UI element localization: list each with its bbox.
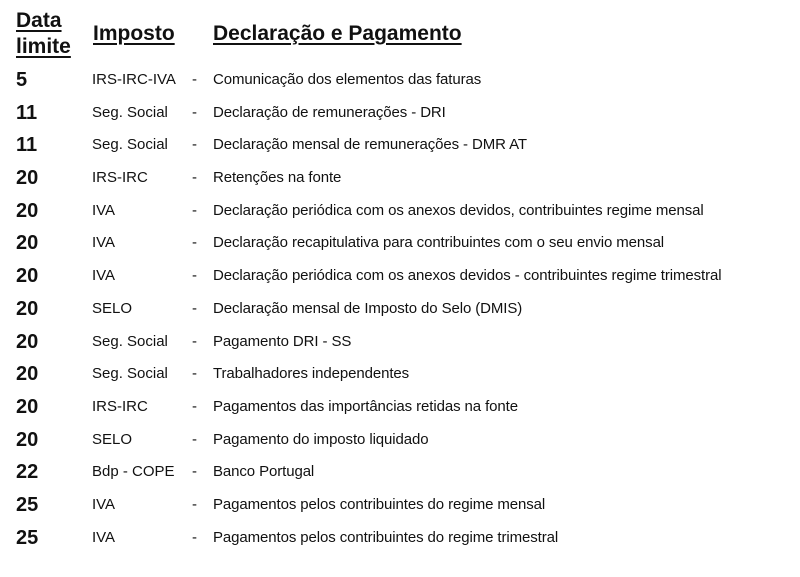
table-row — [0, 424, 800, 457]
day-cell: 20 — [16, 199, 39, 222]
separator-dash: - — [192, 71, 197, 88]
tax-cell: IVA — [92, 234, 116, 252]
table-row — [0, 97, 800, 130]
table-row — [0, 129, 800, 162]
table-row — [0, 489, 800, 522]
separator-dash: - — [192, 495, 197, 513]
separator-dash: - — [192, 299, 197, 317]
day-cell: 11 — [16, 134, 38, 157]
description-cell: Declaração mensal de Imposto do Selo (DMIS) — [213, 299, 523, 317]
day-cell: 22 — [16, 461, 39, 484]
header-declaration: Declaração e Pagamento — [213, 22, 462, 45]
tax-cell: Seg. Social — [92, 103, 168, 121]
description-cell: Trabalhadores independentes — [213, 365, 410, 383]
description-cell: Declaração periódica com os anexos devidos - contribuintes regime trimestral — [213, 267, 722, 285]
description-cell: Comunicação dos elementos das faturas — [213, 71, 482, 88]
separator-dash: - — [192, 267, 197, 285]
tax-cell: Seg. Social — [92, 332, 168, 350]
description-cell: Declaração mensal de remunerações - DMR AT — [213, 136, 527, 154]
day-cell: 20 — [16, 265, 39, 288]
description-cell: Retenções na fonte — [213, 169, 342, 187]
separator-dash: - — [192, 103, 197, 121]
table-row — [0, 227, 800, 260]
description-cell: Declaração de remunerações - DRI — [213, 103, 446, 121]
separator-dash: - — [192, 234, 197, 252]
day-cell: 5 — [16, 69, 28, 91]
description-cell: Pagamentos das importâncias retidas na fonte — [213, 397, 518, 415]
tax-cell: IRS-IRC — [92, 397, 148, 415]
table-row — [0, 293, 800, 326]
separator-dash: - — [192, 397, 197, 415]
table-row — [0, 522, 800, 555]
separator-dash: - — [192, 201, 197, 219]
tax-cell: IVA — [92, 495, 116, 513]
day-cell: 20 — [16, 297, 39, 320]
day-cell: 20 — [16, 167, 39, 190]
tax-cell: IRS-IRC-IVA — [92, 71, 176, 88]
description-cell: Banco Portugal — [213, 463, 315, 481]
separator-dash: - — [192, 430, 197, 448]
table-row — [0, 358, 800, 391]
separator-dash: - — [192, 169, 197, 187]
tax-cell: IVA — [92, 528, 116, 546]
tax-cell: SELO — [92, 299, 133, 317]
day-cell: 20 — [16, 363, 39, 386]
separator-dash: - — [192, 528, 197, 546]
table-row — [0, 326, 800, 359]
tax-cell: SELO — [92, 430, 133, 448]
separator-dash: - — [192, 365, 197, 383]
tax-cell: IVA — [92, 267, 116, 285]
day-cell: 25 — [16, 493, 39, 516]
table-row — [0, 260, 800, 293]
tax-cell: Bdp - COPE — [92, 463, 175, 481]
header-date-limit: Data limite — [16, 9, 71, 58]
separator-dash: - — [192, 463, 197, 481]
day-cell: 25 — [16, 526, 39, 549]
separator-dash: - — [192, 332, 197, 350]
day-cell: 20 — [16, 395, 39, 418]
header-tax: Imposto — [93, 22, 175, 45]
table-row — [0, 162, 800, 195]
tax-cell: IVA — [92, 201, 116, 219]
table-row — [0, 195, 800, 228]
calendar-rows — [0, 64, 800, 554]
description-cell: Pagamento DRI - SS — [213, 332, 352, 350]
day-cell: 20 — [16, 232, 39, 255]
description-cell: Pagamentos pelos contribuintes do regime trimestral — [213, 528, 559, 546]
day-cell: 20 — [16, 428, 39, 451]
description-cell: Pagamento do imposto liquidado — [213, 430, 429, 448]
table-row — [0, 64, 800, 97]
description-cell: Declaração periódica com os anexos devidos, contribuintes regime mensal — [213, 201, 704, 219]
description-cell: Pagamentos pelos contribuintes do regime mensal — [213, 495, 546, 513]
tax-cell: IRS-IRC — [92, 169, 148, 187]
tax-cell: Seg. Social — [92, 365, 168, 383]
tax-cell: Seg. Social — [92, 136, 168, 154]
table-row — [0, 391, 800, 424]
description-cell: Declaração recapitulativa para contribuintes com o seu envio mensal — [213, 234, 665, 252]
table-row — [0, 456, 800, 489]
day-cell: 11 — [16, 101, 38, 124]
separator-dash: - — [192, 136, 197, 154]
day-cell: 20 — [16, 330, 39, 353]
